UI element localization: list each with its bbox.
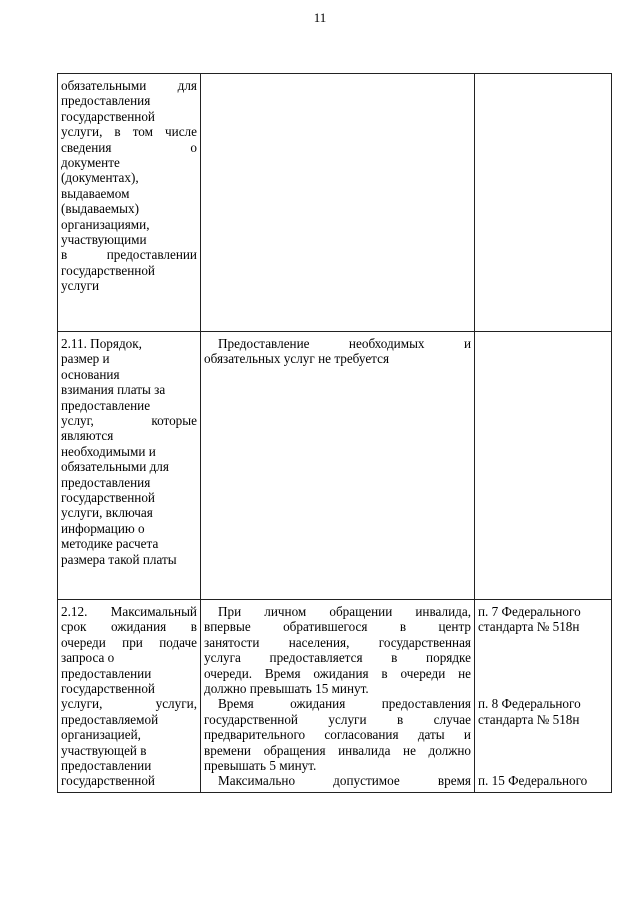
cell-text-line: государственной <box>61 262 155 278</box>
cell-text-line: документе <box>61 155 120 171</box>
cell-text-line: Предоставление необходимых и <box>218 336 471 351</box>
cell-text-line: (выдаваемых) <box>61 201 139 217</box>
cell-text-line: обязательных услуг не требуется <box>204 351 390 367</box>
cell-text-line: предоставления <box>61 93 151 109</box>
cell-requirement <box>58 74 201 332</box>
cell-text-line: предоставления <box>61 474 151 490</box>
cell-legal-reference <box>475 332 612 600</box>
cell-text-line: информацию о <box>61 520 145 536</box>
table-row <box>58 74 612 332</box>
cell-text-line: срок ожидания в <box>61 619 197 635</box>
cell-text-line: (документах), <box>61 170 139 186</box>
cell-text-line: государственной <box>61 773 155 789</box>
cell-text-line: должно превышать 15 минут. <box>204 681 369 697</box>
table-row <box>58 332 612 600</box>
cell-text-line: организациями, <box>61 216 150 232</box>
cell-text-line: услуги, в том числе <box>61 124 197 140</box>
legal-reference <box>478 696 608 727</box>
cell-text-line: предоставление <box>61 397 151 413</box>
cell-text-line: предоставляемой <box>61 711 159 727</box>
cell-text-line: времени обращения инвалида не должно <box>204 742 471 758</box>
cell-text-line: организацией, <box>61 727 141 743</box>
cell-legal-reference <box>475 600 612 793</box>
cell-text-line: выдаваемом <box>61 185 130 201</box>
cell-text-line: государственной <box>61 490 155 506</box>
cell-text-line: взимания платы за <box>61 382 166 398</box>
cell-text-line: занятости населения, государственная <box>204 634 471 650</box>
cell-text-line: услуги <box>61 278 100 294</box>
cell-text-line: очереди. Время ожидания в очереди не <box>204 665 471 681</box>
cell-text-line: обязательными для <box>61 78 197 93</box>
cell-text-line: услуга предоставляется в порядке <box>204 650 471 666</box>
cell-text-line: предоставлении <box>61 665 152 681</box>
legal-reference <box>478 773 608 788</box>
cell-text-line: государственной <box>61 108 155 124</box>
cell-text-line: превышать 5 минут. <box>204 758 317 774</box>
cell-text-line: Время ожидания предоставления <box>218 696 471 712</box>
regulation-table <box>57 73 612 793</box>
reference-line: стандарта № 518н <box>478 711 580 727</box>
cell-text-line: запроса о <box>61 650 115 666</box>
cell-text-line: методике расчета <box>61 536 159 552</box>
table-row <box>58 600 612 793</box>
cell-text-line: услуг, которые <box>61 413 197 429</box>
cell-text-line: участвующей в <box>61 742 147 758</box>
cell-description <box>201 332 475 600</box>
cell-text-line: очереди при подаче <box>61 634 197 650</box>
reference-line: стандарта № 518н <box>478 619 580 635</box>
cell-text-line: размера такой платы <box>61 551 177 567</box>
cell-text-line: сведения о <box>61 139 197 155</box>
cell-text-line: государственной <box>61 681 155 697</box>
reference-line: п. 8 Федерального <box>478 696 581 712</box>
cell-text-line: При личном обращении инвалида, <box>218 604 471 619</box>
reference-line: п. 7 Федерального <box>478 604 581 619</box>
cell-text-line: основания <box>61 366 120 382</box>
cell-text-line: 2.12. Максимальный <box>61 604 197 619</box>
cell-text-line: участвующими <box>61 232 147 248</box>
cell-text-line: необходимыми и <box>61 443 156 459</box>
reference-line: п. 15 Федерального <box>478 773 588 789</box>
cell-description <box>201 600 475 793</box>
cell-text-line: впервые обратившегося в центр <box>204 619 471 635</box>
cell-legal-reference <box>475 74 612 332</box>
cell-text-line: обязательными для <box>61 459 169 475</box>
cell-text-line: 2.11. Порядок, <box>61 336 142 351</box>
cell-text-line: услуги, услуги, <box>61 696 197 712</box>
cell-requirement <box>58 332 201 600</box>
cell-text-line: размер и <box>61 351 110 367</box>
cell-text-line: предоставлении <box>61 758 152 774</box>
legal-reference <box>478 604 608 635</box>
cell-requirement <box>58 600 201 793</box>
cell-description <box>201 74 475 332</box>
cell-text-line: государственной услуги в случае <box>204 711 471 727</box>
page-number: 11 <box>313 10 327 25</box>
cell-text-line: Максимально допустимое время <box>218 773 471 789</box>
cell-text-line: являются <box>61 428 114 444</box>
cell-text-line: предварительного согласования даты и <box>204 727 471 743</box>
cell-text-line: услуги, включая <box>61 505 153 521</box>
cell-text-line: в предоставлении <box>61 247 197 263</box>
